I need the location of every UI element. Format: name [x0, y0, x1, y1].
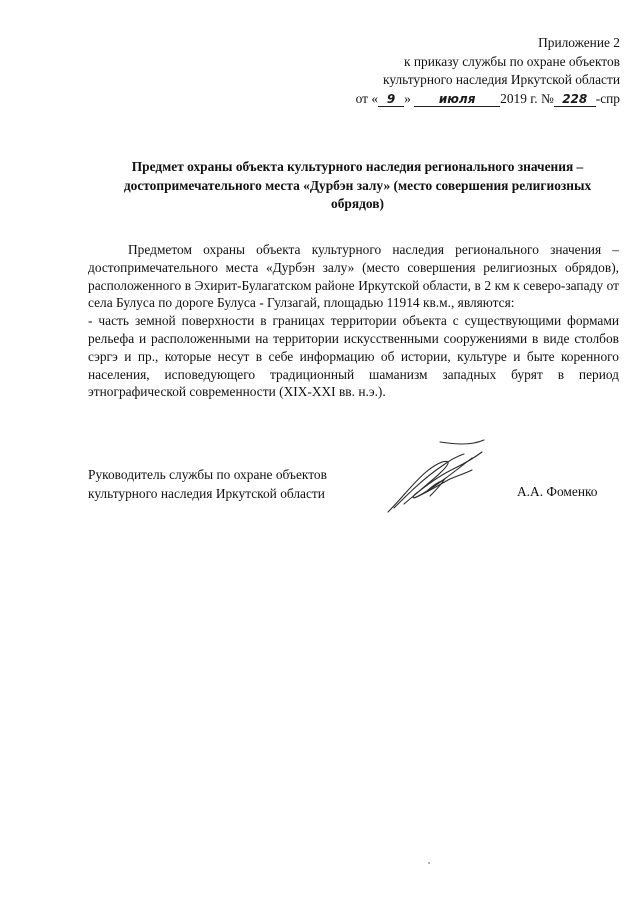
document-body	[88, 241, 619, 401]
date-day-field	[378, 92, 404, 107]
signature-position	[88, 466, 327, 503]
signatory-name: А.А. Фоменко	[517, 484, 598, 499]
scan-speck	[428, 862, 430, 864]
body-paragraph-intro: Предметом охраны объекта культурного наследия регионального значения – достопримечательного места «Дурбэн залу» (место совершения религиозных обрядов), расположенного в Эхирит-Булагатском районе Иркутской области, в 2 км к северо-западу от села Булуса по дороге Булуса - Гулзагай, площадью 11914 кв.м., являются:	[88, 242, 619, 311]
order-number: 228	[562, 91, 588, 106]
body-paragraph-item: - часть земной поверхности в границах территории объекта с существующими формами рельефа и расположенными на территории искусственными сооружениями в виде столбов сэргэ и пр., которые несут в себе информацию об истории, культуре и быте коренного населения, исповедующего традиционный шаманизм западных бурят в период этнографической современности (XIX-XXI вв. н.э.).	[88, 313, 619, 400]
date-year: 2019 г. №	[500, 90, 554, 106]
appendix-order-line: к приказу службы по охране объектов	[404, 53, 620, 69]
date-month-field	[414, 92, 500, 107]
appendix-header	[356, 34, 620, 108]
order-number-field	[554, 92, 596, 107]
appendix-date-line	[356, 90, 620, 109]
handwritten-signature	[384, 438, 488, 518]
date-mid: »	[404, 90, 411, 106]
signature-position-line1: Руководитель службы по охране объектов	[88, 467, 327, 482]
date-prefix: от «	[355, 90, 379, 106]
date-month: июля	[438, 91, 476, 106]
order-suffix: -спр	[595, 90, 620, 106]
appendix-title: Приложение 2	[538, 35, 620, 50]
document-title: Предмет охраны объекта культурного наследия регионального значения – достопримечательного места «Дурбэн залу» (место совершения религиозных обрядов)	[123, 159, 592, 211]
signature-position-line2: культурного наследия Иркутской области	[88, 485, 325, 501]
appendix-agency-line: культурного наследия Иркутской области	[383, 72, 620, 87]
date-day: 9	[386, 91, 396, 106]
